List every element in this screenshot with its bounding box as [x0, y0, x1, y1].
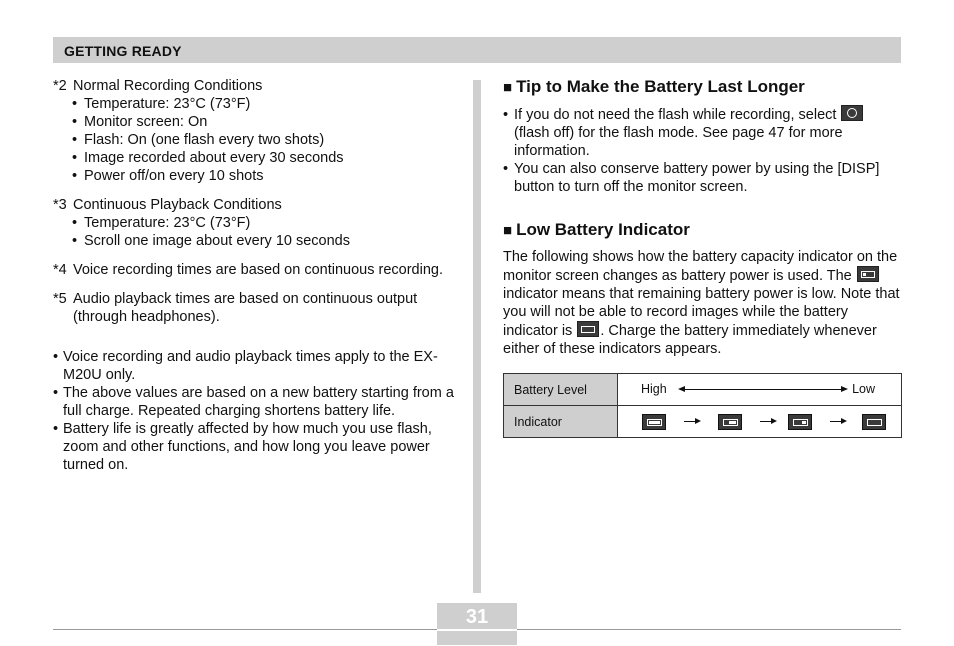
- battery-indicator-icon: [718, 414, 742, 430]
- battery-table: [503, 373, 902, 438]
- note-number: *4: [53, 262, 67, 278]
- list-item: • Image recorded about every 30 seconds: [53, 149, 458, 167]
- note-title: Continuous Playback Conditions: [73, 197, 282, 213]
- page-number: 31: [465, 606, 489, 628]
- list-item: • Temperature: 23°C (73°F): [53, 214, 458, 232]
- note-title: Audio playback times are based on continuous output (through headphones).: [73, 291, 418, 325]
- battery-level-label: Battery Level: [504, 374, 618, 406]
- low-battery-heading: ■ Low Battery Indicator: [503, 220, 690, 239]
- flash-off-icon: [841, 105, 863, 121]
- list-item: • If you do not need the flash while recording, select (flash off) for the flash mode. See page 47 for more information.: [503, 105, 903, 160]
- battery-low-icon: [857, 266, 879, 282]
- low-battery-paragraph: The following shows how the battery capacity indicator on the monitor screen changes as battery power is used. The indicator means that remaining battery power is low. Note that you will not be able to record images while the battery indicator is . Charge the battery immediately whenever either of these indicators appears.: [503, 249, 900, 357]
- tips-column: [503, 77, 903, 358]
- note-4: [53, 261, 458, 279]
- list-item: • Scroll one image about every 10 seconds: [53, 232, 458, 250]
- page-number-box: [437, 603, 517, 645]
- note-5: [53, 290, 458, 326]
- low-battery-heading-text: Low Battery Indicator: [516, 220, 690, 239]
- notes-column: [53, 77, 458, 489]
- battery-indicator-icon: [788, 414, 812, 430]
- list-item: • You can also conserve battery power by using the [DISP] button to turn off the monitor screen.: [503, 160, 903, 196]
- table-row: [504, 406, 902, 438]
- table-row: [504, 374, 902, 406]
- list-item: • Voice recording and audio playback times apply to the EX-M20U only.: [53, 348, 458, 384]
- level-low: Low: [852, 382, 875, 396]
- note-number: *5: [53, 291, 67, 307]
- general-notes: [53, 348, 458, 474]
- level-high: High: [641, 382, 667, 396]
- note-title: Voice recording times are based on continuous recording.: [73, 262, 443, 278]
- arrow-right-icon: [684, 421, 696, 422]
- battery-level-cell: [618, 374, 902, 406]
- arrow-right-icon: [760, 421, 772, 422]
- header-bar: [53, 37, 901, 63]
- column-divider: [473, 80, 481, 593]
- indicator-cell: [618, 406, 902, 438]
- list-item: • The above values are based on a new battery starting from a full charge. Repeated charging shortens battery life.: [53, 384, 458, 420]
- battery-indicator-icon: [862, 414, 886, 430]
- double-arrow-icon: [684, 389, 842, 390]
- indicator-label: Indicator: [504, 406, 618, 438]
- list-item: • Temperature: 23°C (73°F): [53, 95, 458, 113]
- battery-empty-icon: [577, 321, 599, 337]
- note-number: *2: [53, 78, 67, 94]
- note-2: [53, 77, 458, 185]
- note-3: [53, 196, 458, 250]
- list-item: • Power off/on every 10 shots: [53, 167, 458, 185]
- note-title: Normal Recording Conditions: [73, 78, 263, 94]
- section-title: GETTING READY: [64, 43, 182, 59]
- battery-indicator-icon: [642, 414, 666, 430]
- list-item: • Flash: On (one flash every two shots): [53, 131, 458, 149]
- list-item: • Battery life is greatly affected by how much you use flash, zoom and other functions, and how long you leave power turned on.: [53, 420, 458, 474]
- tip-heading: ■ Tip to Make the Battery Last Longer: [503, 77, 805, 96]
- list-item: • Monitor screen: On: [53, 113, 458, 131]
- note-number: *3: [53, 197, 67, 213]
- arrow-right-icon: [830, 421, 842, 422]
- tip-heading-text: Tip to Make the Battery Last Longer: [516, 77, 805, 96]
